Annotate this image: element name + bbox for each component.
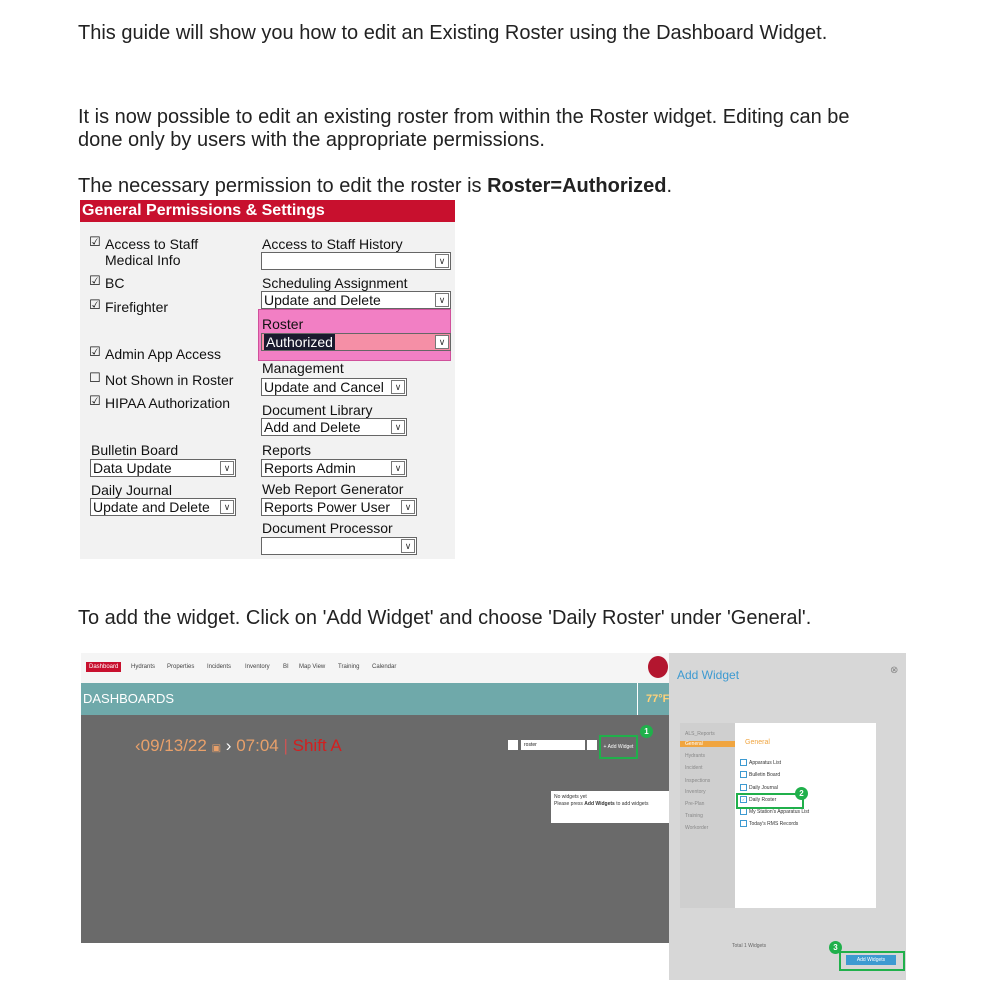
widget-bulletin-board[interactable]: Bulletin Board [740,771,780,778]
label-doc-library: Document Library [262,402,373,418]
add-widget-modal [669,653,906,980]
chevron-down-icon: ∨ [220,461,234,475]
label-roster: Roster [262,316,304,332]
category-list [680,723,737,908]
category-pre-plan[interactable]: Pre-Plan [685,801,705,807]
category-inventory[interactable]: Inventory [685,789,706,795]
label-not-shown: Not Shown in Roster [105,372,234,388]
dashboard-screenshot [81,653,669,980]
chevron-down-icon: ∨ [435,254,449,268]
permissions-header: General Permissions & Settings [80,200,455,222]
category-training[interactable]: Training [685,813,703,819]
nav-hydrants[interactable]: Hydrants [131,664,156,670]
nav-map-view[interactable]: Map View [299,664,326,670]
category-als-reports[interactable]: ALS_Reports [685,731,715,737]
current-date: 09/13/22 [140,736,207,755]
category-hydrants[interactable]: Hydrants [685,753,706,759]
step-2-badge: 2 [795,787,808,800]
chevron-down-icon: ∨ [435,293,449,307]
chevron-down-icon: ∨ [391,461,405,475]
no-widgets-message: No widgets yet Please press Add Widgets to add widgets [551,791,669,823]
category-workorder[interactable]: Workorder [685,825,709,831]
top-nav [81,653,669,683]
widget-todays-rms[interactable]: Today's RMS Records [740,820,798,827]
label-bc: BC [105,275,125,291]
checkmark-icon: ✓ [741,797,746,802]
select-web-report[interactable]: Reports Power User ∨ [261,498,417,516]
step-1-badge: 1 [640,725,653,738]
widget-my-station-apparatus[interactable]: My Station's Apparatus List [740,808,809,815]
calendar-icon[interactable]: ▣ [211,743,222,754]
nav-calendar[interactable]: Calendar [372,664,397,670]
label-scheduling: Scheduling Assignment [262,275,408,291]
nav-training[interactable]: Training [338,664,360,670]
chevron-down-icon: ∨ [391,420,405,434]
daily-roster-highlight [736,793,804,809]
chevron-down-icon: ∨ [401,500,415,514]
date-time-bar: ‹09/13/22 ▣ › 07:04 | Shift A [135,736,342,755]
select-staff-history[interactable] [261,252,451,270]
add-small-icon[interactable] [587,740,597,750]
label-firefighter: Firefighter [105,299,169,315]
next-date-icon[interactable]: › [225,736,232,755]
category-inspections[interactable]: Inspections [685,778,711,784]
chevron-down-icon: ∨ [391,380,405,394]
widget-list-header: General [745,739,770,746]
close-icon[interactable]: ⊗ [890,665,899,676]
widget-list [735,723,876,908]
lock-icon[interactable] [508,740,518,750]
add-widget-button[interactable]: + Add Widget [599,735,638,759]
label-bulletin: Bulletin Board [91,442,179,458]
label-web-report: Web Report Generator [262,481,404,497]
select-bulletin[interactable]: Data Update ∨ [90,459,236,477]
intro-paragraph: This guide will show you how to edit an Existing Roster using the Dashboard Widget. [78,22,828,44]
checkbox-not-shown[interactable]: ☐ [89,370,101,385]
select-journal[interactable]: Update and Delete ∨ [90,498,236,516]
chevron-down-icon: ∨ [401,539,415,553]
label-admin-app: Admin App Access [105,346,221,362]
total-widgets: Total 1 Widgets [732,943,767,949]
select-roster[interactable]: Authorized ∨ [261,333,451,351]
label-journal: Daily Journal [91,482,172,498]
checkbox-admin-app[interactable]: ☑ [89,344,101,359]
nav-properties[interactable]: Properties [167,664,195,670]
label-staff-medical: Access to Staff Medical Info [105,236,199,268]
modal-title: Add Widget [677,668,740,682]
label-hipaa: HIPAA Authorization [105,395,231,411]
chevron-down-icon: ∨ [220,500,234,514]
label-staff-history: Access to Staff History [262,236,403,252]
required-permission-paragraph: The necessary permission to edit the roster is Roster=Authorized. [78,175,673,197]
widget-daily-journal[interactable]: Daily Journal [740,784,778,791]
roster-select[interactable]: roster [521,740,585,750]
fire-department-logo-icon [648,656,668,678]
add-widget-instruction: To add the widget. Click on 'Add Widget' and choose 'Daily Roster' under 'General'. [78,607,812,629]
nav-incidents[interactable]: Incidents [207,664,232,670]
prev-date-icon[interactable]: ‹ [135,736,141,755]
widget-apparatus-list[interactable]: Apparatus List [740,759,781,766]
widget-daily-roster[interactable]: ✓ Daily Roster [741,796,777,803]
add-widgets-button[interactable]: Add Widgets [839,951,905,971]
checkbox-bc[interactable]: ☑ [89,273,101,288]
select-scheduling[interactable]: Update and Delete ∨ [261,291,451,309]
nav-dashboard[interactable]: Dashboard [86,662,121,672]
label-reports: Reports [262,442,312,458]
current-shift: Shift A [292,736,342,755]
nav-inventory[interactable]: Inventory [245,664,270,670]
category-general[interactable]: General [680,741,737,747]
label-management: Management [262,360,344,376]
permission-paragraph: It is now possible to edit an existing roster from within the Roster widget. Editing can be done only by users with the appropriate permissions. [78,106,850,151]
label-doc-processor: Document Processor [262,520,393,536]
temperature: 77°F [637,683,669,715]
checkbox-firefighter[interactable]: ☑ [89,297,101,312]
checkbox-hipaa[interactable]: ☑ [89,393,101,408]
nav-bi[interactable]: BI [283,664,289,670]
current-time: 07:04 [236,736,279,755]
select-management[interactable]: Update and Cancel ∨ [261,378,407,396]
required-permission-value: Roster=Authorized [487,175,667,197]
step-3-badge: 3 [829,941,842,954]
select-doc-processor[interactable] [261,537,417,555]
select-reports[interactable]: Reports Admin ∨ [261,459,407,477]
checkbox-staff-medical[interactable]: ☑ [89,234,101,249]
select-doc-library[interactable]: Add and Delete ∨ [261,418,407,436]
category-incident[interactable]: Incident [685,765,703,771]
dashboards-title: DASHBOARDS [83,691,175,706]
chevron-down-icon: ∨ [435,335,449,349]
